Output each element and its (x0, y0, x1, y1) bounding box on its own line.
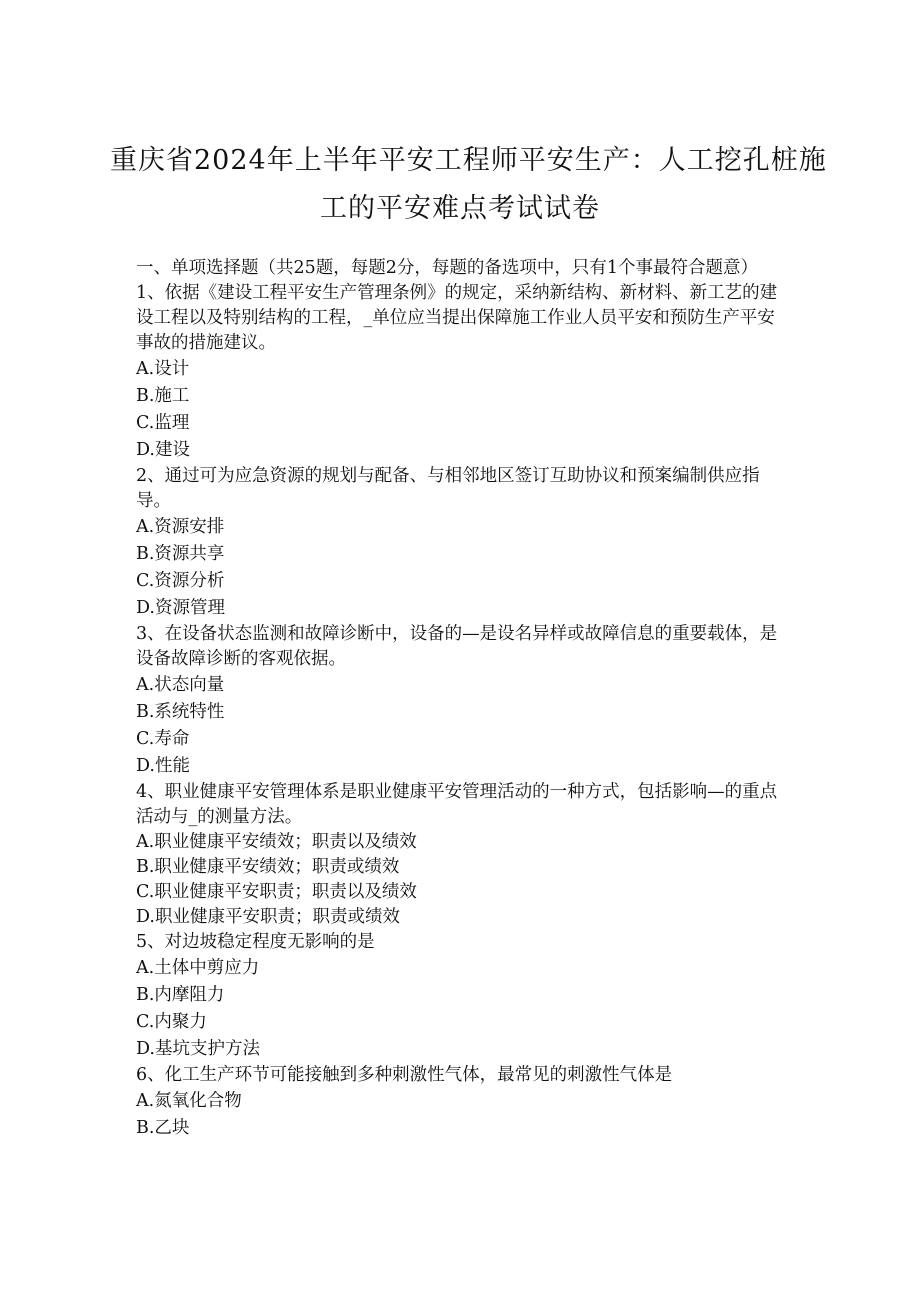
question-6-stem: 6、化工生产环节可能接触到多种刺激性气体，最常见的刺激性气体是 (136, 1065, 673, 1085)
question-5-stem: 5、对边坡稳定程度无影响的是 (136, 932, 375, 952)
question-5-option-d: D.基坑支护方法 (136, 1039, 260, 1059)
question-6-option-a: A.氮氧化合物 (136, 1091, 242, 1111)
question-2-stem: 2、通过可为应急资源的规划与配备、与相邻地区签订互助协议和预案编制供应指导。 (136, 466, 760, 511)
question-5-option-c: C.内聚力 (136, 1012, 207, 1032)
question-2-option-d: D.资源管理 (136, 598, 225, 618)
question-4-option-b: B.职业健康平安绩效；职责或绩效 (136, 857, 400, 877)
question-4-stem: 4、职业健康平安管理体系是职业健康平安管理活动的一种方式，包括影响—的重点活动与_的测量方法。 (136, 782, 778, 827)
question-1-option-c: C.监理 (136, 413, 190, 433)
question-6-option-b: B.乙块 (136, 1118, 190, 1138)
question-1-option-b: B.施工 (136, 386, 190, 406)
question-2-option-a: A.资源安排 (136, 517, 225, 537)
question-3-stem: 3、在设备状态监测和故障诊断中，设备的—是设名异样或故障信息的重要载体，是设备故障诊断的客观依据。 (136, 624, 778, 669)
question-2-option-c: C.资源分析 (136, 571, 225, 591)
question-5-option-b: B.内摩阻力 (136, 985, 225, 1005)
document-title-line-1: 重庆省2024年上半年平安工程师平安生产：人工挖孔桩施 (110, 145, 827, 176)
question-1-option-d: D.建设 (136, 440, 190, 460)
question-3-option-a: A.状态向量 (136, 675, 225, 695)
question-3-option-b: B.系统特性 (136, 702, 225, 722)
question-4-option-a: A.职业健康平安绩效；职责以及绩效 (136, 832, 417, 852)
document-body (136, 256, 786, 1142)
question-4-option-d: D.职业健康平安职责；职责或绩效 (136, 907, 400, 927)
question-1-option-a: A.设计 (136, 359, 190, 379)
question-3-option-d: D.性能 (136, 756, 190, 776)
document-title-line-2: 工的平安难点考试试卷 (320, 193, 600, 224)
question-2-option-b: B.资源共享 (136, 544, 225, 564)
question-4-option-c: C.职业健康平安职责；职责以及绩效 (136, 882, 417, 902)
question-5-option-a: A.土体中剪应力 (136, 958, 260, 978)
question-1-stem: 1、依据《建设工程平安生产管理条例》的规定，采纳新结构、新材料、新工艺的建设工程以及特别结构的工程，_单位应当提出保障施工作业人员平安和预防生产平安事故的措施建议。 (136, 283, 778, 353)
question-3-option-c: C.寿命 (136, 729, 190, 749)
section-header: 一、单项选择题（共25题，每题2分，每题的备选项中，只有1个事最符合题意） (136, 258, 759, 278)
